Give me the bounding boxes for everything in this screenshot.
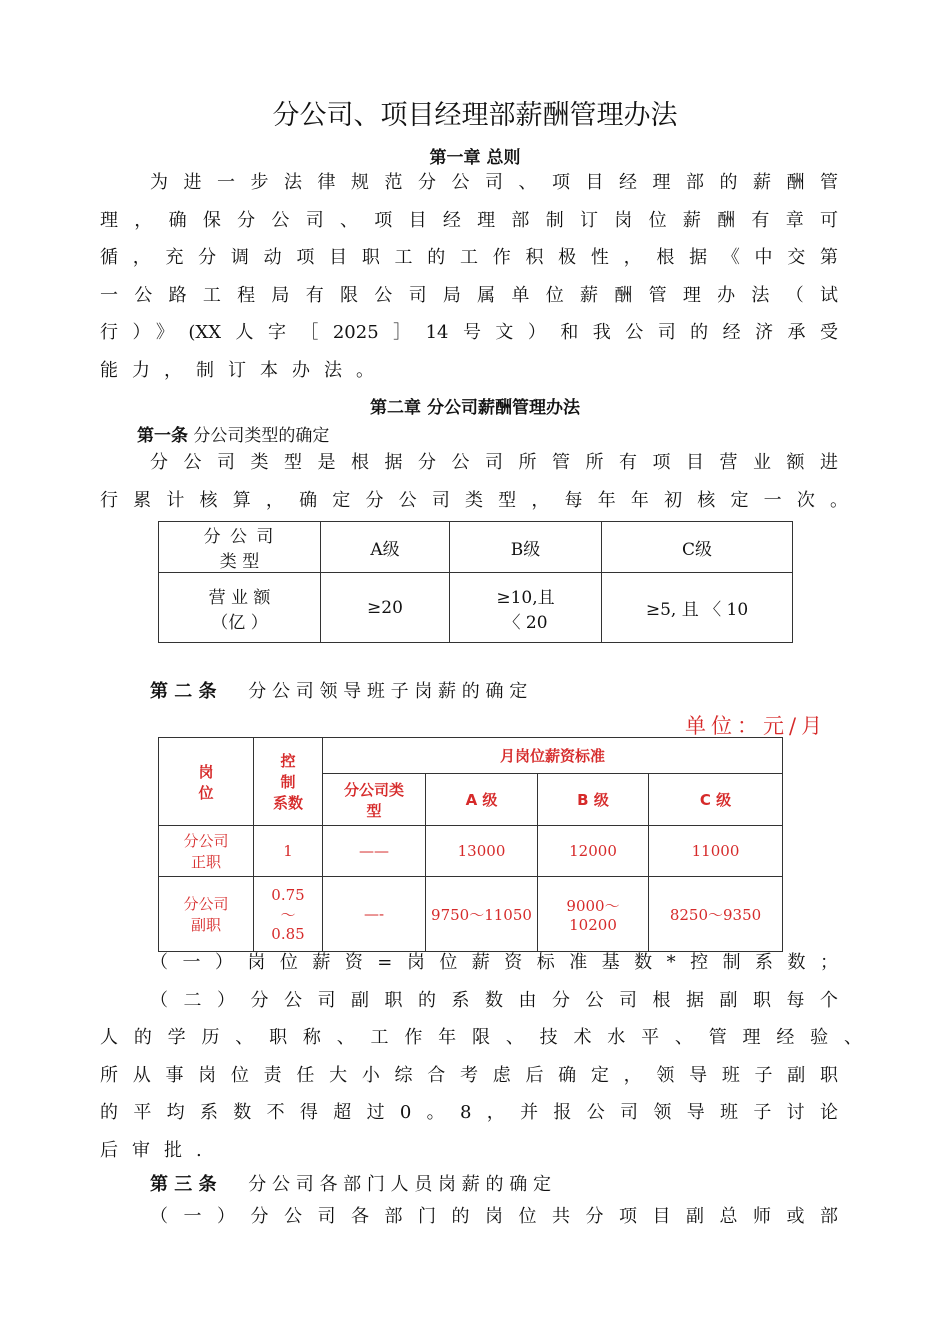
document-title: 分公司、项目经理部薪酬管理办法: [272, 100, 678, 131]
article-3-heading: [150, 1170, 551, 1196]
article-1-title: 分公司类型的确定: [193, 426, 330, 446]
table-header-cell: A级: [321, 522, 450, 573]
table-cell: 13000: [426, 826, 538, 877]
table-header-cell: 控 制 系数: [254, 738, 323, 826]
table-cell: 9000～ 10200: [538, 877, 649, 952]
text-line: 的平均系数不得超过0。8，并报公司领导班子讨论: [100, 1102, 838, 1123]
branch-type-table: [158, 521, 793, 643]
table-cell: ——: [323, 826, 426, 877]
text-line: 循，充分调动项目职工的工作积极性，根据《中交第: [100, 247, 838, 268]
table-cell: ≥20: [321, 573, 450, 643]
table-cell: 分公司 副职: [159, 877, 254, 952]
text-line: 行）》(XX人字［2025］14号文）和我公司的经济承受: [100, 322, 838, 343]
text-line: （二）分公司副职的系数由分公司根据副职每个: [150, 989, 838, 1011]
table-header-cell: C级: [602, 522, 793, 573]
text-line: 人的学历、职称、工作年限、技术水平、管理经验、: [100, 1027, 862, 1048]
text-line: 理，确保分公司、项目经理部制订岗位薪酬有章可: [100, 209, 838, 231]
table-header-cell: B级: [450, 522, 602, 573]
article-2-label: 第 二 条: [150, 681, 217, 702]
text-line: 所从事岗位责任大小综合考虑后确定，领导班子副职: [100, 1064, 838, 1086]
chapter-1-heading: 第一章 总则: [429, 148, 521, 168]
article-1-paragraph: [100, 444, 848, 519]
table-cell: 8250～9350: [649, 877, 783, 952]
text-line: 行累计核算，确定分公司类型，每年年初核定一次。: [100, 489, 848, 511]
text-line: （一）分公司各部门的岗位共分项目副总师或部: [150, 1206, 838, 1227]
article-3-title: 分 公 司 各 部 门 人 员 岗 薪 的 确 定: [248, 1174, 551, 1195]
text-line: 分公司类型是根据分公司所管所有项目营业额进: [150, 452, 838, 473]
unit-label: 单位：元/月: [685, 714, 828, 738]
chapter-2-heading: 第二章 分公司薪酬管理办法: [370, 398, 580, 418]
table-header-cell: 分公司类 型: [323, 774, 426, 826]
article-1-label: 第一条: [137, 426, 188, 446]
table-header-cell: 岗 位: [159, 738, 254, 826]
article-2-title: 分 公 司 领 导 班 子 岗 薪 的 确 定: [248, 681, 528, 702]
article-3-paragraph: [100, 1198, 838, 1236]
table-header-cell: 月岗位薪资标准: [323, 738, 783, 774]
table-cell: ≥10,且 〈 20: [450, 573, 602, 643]
table-header-cell: 分 公 司 类 型: [159, 522, 321, 573]
notes-paragraph: [100, 944, 862, 1169]
table-cell: 9750～11050: [426, 877, 538, 952]
text-line: 能力，制订本办法。: [100, 359, 388, 381]
table-cell: 分公司 正职: [159, 826, 254, 877]
article-2-heading: [150, 677, 527, 703]
text-line: 后审批.: [100, 1139, 216, 1161]
table-cell: 1: [254, 826, 323, 877]
text-line: 为进一步法律规范分公司、项目经理部的薪酬管: [150, 172, 838, 193]
leadership-salary-table: [158, 737, 783, 952]
article-3-label: 第 三 条: [150, 1174, 217, 1195]
table-header-cell: A 级: [426, 774, 538, 826]
table-cell: 0.75 ～ 0.85: [254, 877, 323, 952]
table-cell: 营 业 额 （亿 ）: [159, 573, 321, 643]
table-cell: 12000: [538, 826, 649, 877]
table-header-cell: B 级: [538, 774, 649, 826]
text-line: 一公路工程局有限公司局属单位薪酬管理办法（试: [100, 284, 838, 306]
table-cell: 11000: [649, 826, 783, 877]
table-cell: —-: [323, 877, 426, 952]
text-line: （一）岗位薪资=岗位薪资标准基数*控制系数；: [150, 952, 838, 973]
article-1-heading: [137, 421, 329, 446]
table-cell: ≥5, 且 〈 10: [602, 573, 793, 643]
table-header-cell: C 级: [649, 774, 783, 826]
intro-paragraph: [100, 164, 838, 389]
